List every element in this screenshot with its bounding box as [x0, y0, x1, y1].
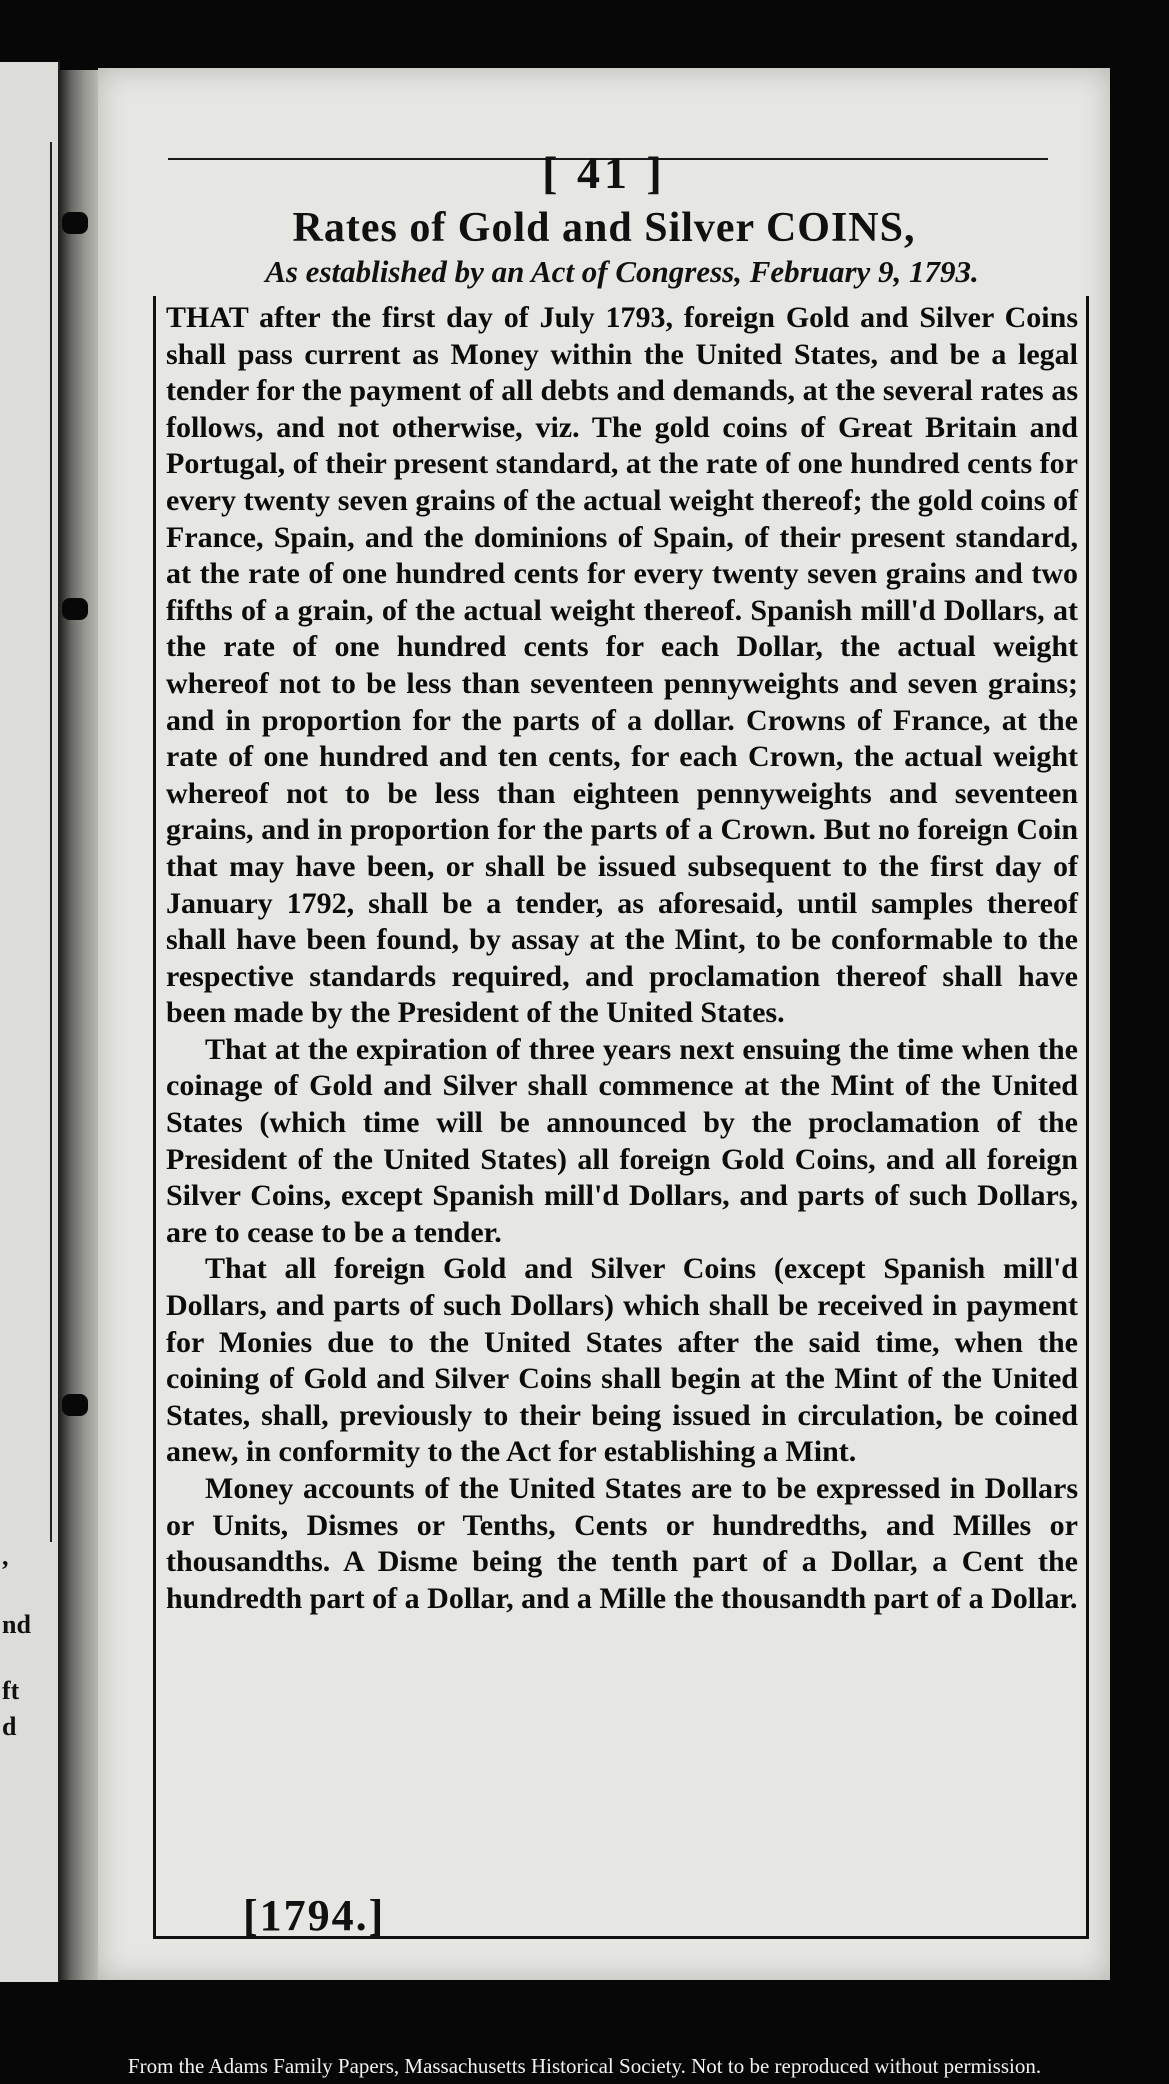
facing-page-edge [0, 62, 60, 1982]
book-gutter [58, 70, 98, 1980]
page-title: Rates of Gold and Silver COINS, [292, 205, 916, 251]
paragraph: That at the expiration of three years next ensuing the time when the coinage of Gold and Silver shall commence at the Mint of the United States (which time will be announced by the proclamation of the President of the United States) all foreign Gold Coins, and all foreign Silver Coins, except Spanish mill'd Dollars, and parts of such Dollars, are to cease to be a tender. [166, 1032, 1078, 1249]
date-mark: [1794.] [243, 1891, 386, 1940]
facing-page-rule [50, 142, 52, 1542]
document-page [98, 68, 1110, 1980]
binding-stitch [62, 1394, 88, 1416]
binding-stitch [62, 598, 88, 620]
facing-page-fragment: d [2, 1712, 17, 1741]
paragraph: Money accounts of the United States are to be expressed in Dollars or Units, Dismes or Tenths, Cents or hundredths, and Milles or thousandths. A Disme being the tenth part of a Dollar, a Cent the hundredth part of a Dollar, and a Mille the thousandth part of a Dollar. [166, 1472, 1078, 1615]
facing-page-fragment: ft [2, 1676, 20, 1705]
body-text [166, 300, 1078, 1617]
paragraph: That all foreign Gold and Silver Coins (except Spanish mill'd Dollars, and parts of such Dollars) which shall be received in payment for Monies due to the United States after the said time, when the coining of Gold and Silver Coins shall begin at the Mint of the United States, shall, previously to their being issued in circulation, be coined anew, in conformity to the Act for establishing a Mint. [166, 1252, 1078, 1469]
paragraph: THAT after the first day of July 1793, foreign Gold and Silver Coins shall pass current as Money within the United States, and be a legal tender for the payment of all debts and demands, at the several rates as follows, and not otherwise, viz. The gold coins of Great Britain and Portugal, of their present standard, at the rate of one hundred cents for every twenty seven grains of the actual weight thereof; the gold coins of France, Spain, and the dominions of Spain, of their present standard, at the rate of one hundred cents for every twenty seven grains and two fifths of a grain, of the actual weight thereof. Spanish mill'd Dollars, at the rate of one hundred cents for each Dollar, the actual weight whereof not to be less than seventeen pennyweights and seven grains; and in proportion for the parts of a dollar. Crowns of France, at the rate of one hundred and ten cents, for each Crown, the actual weight whereof not to be less than eighteen pennyweights and seventeen grains, and in proportion for the parts of a Crown. But no foreign Coin that may have been, or shall be issued subsequent to the first day of January 1792, shall be a tender, as aforesaid, until samples thereof shall have been found, by assay at the Mint, to be conformable to the respective standards required, and proclamation thereof shall have been made by the President of the United States. [166, 301, 1078, 1030]
facing-page-fragment: nd [2, 1610, 31, 1639]
footer-credit: From the Adams Family Papers, Massachusetts Historical Society. Not to be reproduced without permission. [127, 2054, 1042, 2078]
page-number: [ 41 ] [542, 147, 666, 198]
binding-stitch [62, 212, 88, 234]
facing-page-fragment: , [2, 1542, 9, 1571]
page-subtitle: As established by an Act of Congress, February 9, 1793. [265, 254, 979, 289]
